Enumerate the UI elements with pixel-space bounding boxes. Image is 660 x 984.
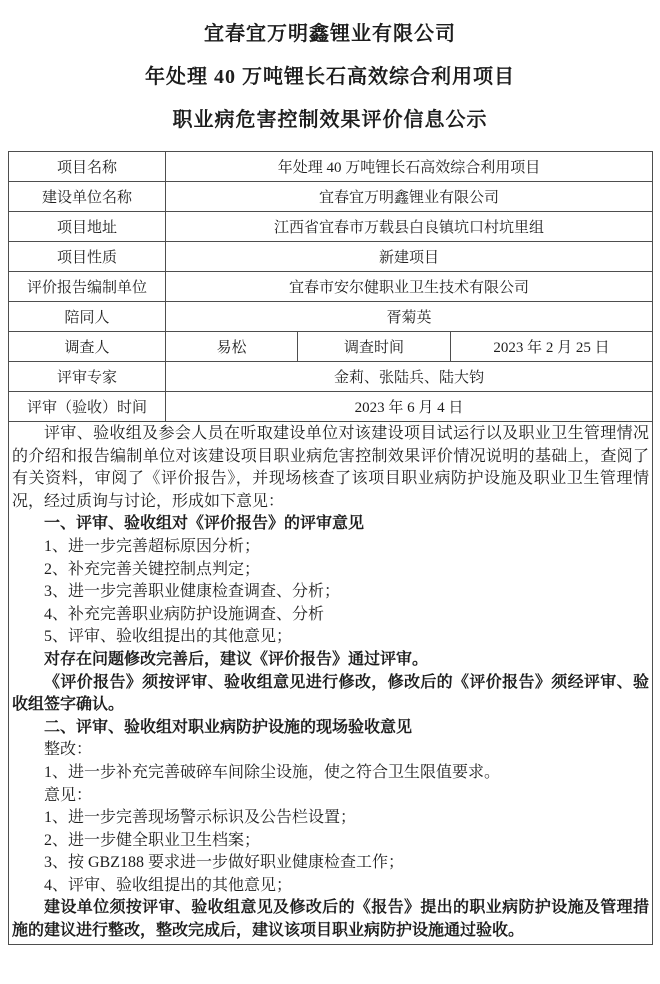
value-report-unit: 宜春市安尔健职业卫生技术有限公司 [166, 272, 653, 302]
table-row-opinions [9, 422, 653, 945]
label-report-unit: 评价报告编制单位 [9, 272, 166, 302]
opinion-item: 3、按 GBZ188 要求进一步做好职业健康检查工作； [44, 854, 405, 872]
value-accompanying-person: 胥菊英 [166, 302, 653, 332]
table-row-investigator [9, 332, 653, 362]
label-accompanying-person: 陪同人 [9, 302, 166, 332]
label-project-nature: 项目性质 [9, 242, 166, 272]
section1-item: 1、进一步完善超标原因分析； [44, 537, 261, 555]
section1-heading: 一、评审、验收组对《评价报告》的评审意见 [44, 515, 365, 533]
project-info-table [8, 151, 653, 945]
opinion-intro-paragraph: 评审、验收组及参会人员在听取建设单位对该建设项目试运行以及职业卫生管理情况的介绍和报告编制单位对该建设项目职业病危害控制效果评价情况说明的基础上，查阅了有关资料，审阅了《评价报告》，并现场核查了该项目职业病防护设施及职业卫生管理情况，经过质询与讨论，形成如下意见： [12, 425, 650, 510]
opinion-item: 2、进一步健全职业卫生档案； [44, 831, 261, 849]
section1-conclusion: 对存在问题修改完善后，建议《评价报告》通过评审。 [44, 650, 429, 668]
document-title-block [0, 0, 660, 142]
table-row-review-date [9, 392, 653, 422]
value-review-experts: 金莉、张陆兵、陆大钧 [166, 362, 653, 392]
table-row-construction-unit [9, 182, 653, 212]
section1-note: 《评价报告》须按评审、验收组意见进行修改，修改后的《评价报告》须经评审、验收组签字确认。 [12, 673, 650, 714]
value-investigation-date: 2023 年 2 月 25 日 [451, 332, 653, 362]
value-construction-unit: 宜春宜万明鑫锂业有限公司 [166, 182, 653, 212]
label-project-address: 项目地址 [9, 212, 166, 242]
opinion-item: 1、进一步完善现场警示标识及公告栏设置； [44, 809, 357, 827]
table-row-project-name [9, 152, 653, 182]
section2-heading: 二、评审、验收组对职业病防护设施的现场验收意见 [44, 718, 413, 736]
label-project-name: 项目名称 [9, 152, 166, 182]
rectify-label: 整改： [44, 741, 93, 759]
value-review-date: 2023 年 6 月 4 日 [166, 392, 653, 422]
label-review-experts: 评审专家 [9, 362, 166, 392]
table-row-project-address [9, 212, 653, 242]
project-name-title: 年处理 40 万吨锂长石高效综合利用项目 [145, 66, 515, 88]
notice-type-title: 职业病危害控制效果评价信息公示 [172, 109, 488, 131]
section1-item: 5、评审、验收组提出的其他意见； [44, 628, 293, 646]
value-investigator: 易松 [166, 332, 298, 362]
table-row-report-unit [9, 272, 653, 302]
table-row-accompanying-person [9, 302, 653, 332]
value-project-address: 江西省宜春市万载县白良镇坑口村坑里组 [166, 212, 653, 242]
label-construction-unit: 建设单位名称 [9, 182, 166, 212]
opinion-label: 意见： [44, 786, 93, 804]
final-conclusion-paragraph: 建设单位须按评审、验收组意见及修改后的《报告》提出的职业病防护设施及管理措施的建议进行整改，整改完成后，建议该项目职业病防护设施通过验收。 [12, 899, 650, 940]
section1-item: 3、进一步完善职业健康检查调查、分析； [44, 583, 341, 601]
label-investigation-date: 调查时间 [298, 332, 451, 362]
value-project-name: 年处理 40 万吨锂长石高效综合利用项目 [166, 152, 653, 182]
value-project-nature: 新建项目 [166, 242, 653, 272]
label-review-date: 评审（验收）时间 [9, 392, 166, 422]
opinion-cell [9, 422, 653, 945]
section1-item: 4、补充完善职业病防护设施调查、分析 [44, 605, 325, 623]
table-row-project-nature [9, 242, 653, 272]
section1-item: 2、补充完善关键控制点判定； [44, 560, 261, 578]
label-investigator: 调查人 [9, 332, 166, 362]
company-name-title: 宜春宜万明鑫锂业有限公司 [204, 23, 456, 45]
table-row-review-experts [9, 362, 653, 392]
rectify-item: 1、进一步补充完善破碎车间除尘设施，使之符合卫生限值要求。 [44, 763, 501, 781]
opinion-item: 4、评审、验收组提出的其他意见； [44, 876, 293, 894]
